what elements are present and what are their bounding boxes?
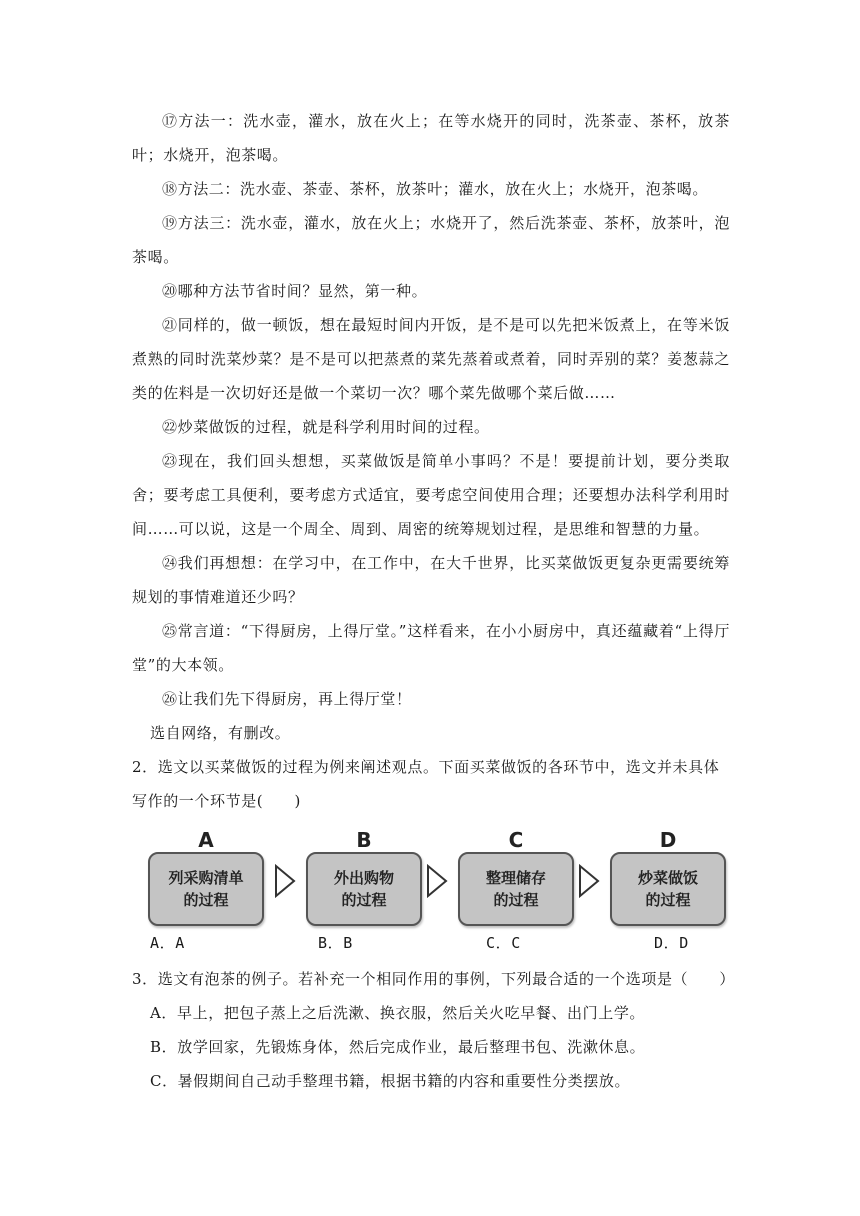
paragraph-24: ㉔我们再想想：在学习中，在工作中，在大千世界，比买菜做饭更复杂更需要统筹规划的事情难道还少吗？	[132, 554, 730, 606]
step-c-line1: 整理储存	[485, 869, 546, 887]
step-d-line2: 的过程	[645, 891, 691, 909]
step-b-line1: 外出购物	[333, 869, 394, 887]
choice-c[interactable]: C．C	[486, 934, 521, 952]
paragraph-25: ㉕常言道：“下得厨房，上得厅堂。”这样看来，在小小厨房中，真还蕴藏着“上得厅堂”的大本领。	[132, 622, 730, 674]
step-a-line2: 的过程	[183, 891, 229, 909]
question-3-stem: 3．选文有泡茶的例子。若补充一个相同作用的事例，下列最合适的一个选项是（ ）	[132, 970, 735, 988]
paragraph-22: ㉒炒菜做饭的过程，就是科学利用时间的过程。	[162, 418, 490, 436]
step-c-letter: C	[508, 828, 524, 852]
arrow-right-icon	[578, 864, 600, 898]
step-b-letter: B	[356, 828, 372, 852]
paragraph-21: ㉑同样的，做一顿饭，想在最短时间内开饭，是不是可以先把米饭煮上，在等米饭煮熟的同时洗菜炒菜？是不是可以把蒸煮的菜先蒸着或煮着，同时弄别的菜？姜葱蒜之类的佐料是一次切好还是做一个菜切一次？哪个菜先做哪个菜后做……	[132, 316, 730, 402]
question-2-stem: 2．选文以买菜做饭的过程为例来阐述观点。下面买菜做饭的各环节中，选文并未具体写作的一个环节是( )	[132, 758, 720, 810]
step-d	[610, 828, 726, 932]
paragraph-17: ⑰方法一：洗水壶，灌水，放在火上；在等水烧开的同时，洗茶壶、茶杯，放茶叶；水烧开，泡茶喝。	[132, 112, 730, 164]
step-b-box	[306, 852, 422, 926]
step-b	[306, 828, 422, 932]
question-3-option-a[interactable]: A．早上，把包子蒸上之后洗漱、换衣服，然后关火吃早餐、出门上学。	[150, 1004, 646, 1022]
step-a-line1: 列采购清单	[168, 869, 244, 887]
step-a-box	[148, 852, 264, 926]
step-d-line1: 炒菜做饭	[637, 869, 698, 887]
step-c-box	[458, 852, 574, 926]
source-note: 选自网络，有删改。	[150, 724, 291, 742]
question-3-option-b[interactable]: B．放学回家，先锻炼身体，然后完成作业，最后整理书包、洗漱休息。	[150, 1038, 646, 1056]
paragraph-20: ⑳哪种方法节省时间？显然，第一种。	[162, 282, 428, 300]
arrow-right-icon	[426, 864, 448, 898]
paragraph-19: ⑲方法三：洗水壶，灌水，放在火上；水烧开了，然后洗茶壶、茶杯，放茶叶，泡茶喝。	[132, 214, 730, 266]
choice-b[interactable]: B．B	[318, 934, 353, 952]
step-a-letter: A	[198, 828, 214, 852]
question-3-option-c[interactable]: C．暑假期间自己动手整理书籍，根据书籍的内容和重要性分类摆放。	[150, 1072, 631, 1090]
paragraph-26: ㉖让我们先下得厨房，再上得厅堂！	[162, 690, 412, 708]
step-c	[458, 828, 574, 932]
step-d-box	[610, 852, 726, 926]
choice-a[interactable]: A．A	[150, 934, 185, 952]
step-b-line2: 的过程	[341, 891, 387, 909]
step-a	[148, 828, 264, 932]
arrow-right-icon	[274, 864, 296, 898]
paragraph-18: ⑱方法二：洗水壶、茶壶、茶杯，放茶叶；灌水，放在火上；水烧开，泡茶喝。	[162, 180, 709, 198]
step-c-line2: 的过程	[493, 891, 539, 909]
process-flow-diagram	[148, 822, 738, 934]
paragraph-23: ㉓现在，我们回头想想，买菜做饭是简单小事吗？不是！要提前计划，要分类取舍；要考虑工具便利，要考虑方式适宜，要考虑空间使用合理；还要想办法科学利用时间……可以说，这是一个周全、周到、周密的统筹规划过程，是思维和智慧的力量。	[132, 452, 730, 538]
choice-d[interactable]: D．D	[654, 934, 689, 952]
step-d-letter: D	[659, 828, 677, 852]
